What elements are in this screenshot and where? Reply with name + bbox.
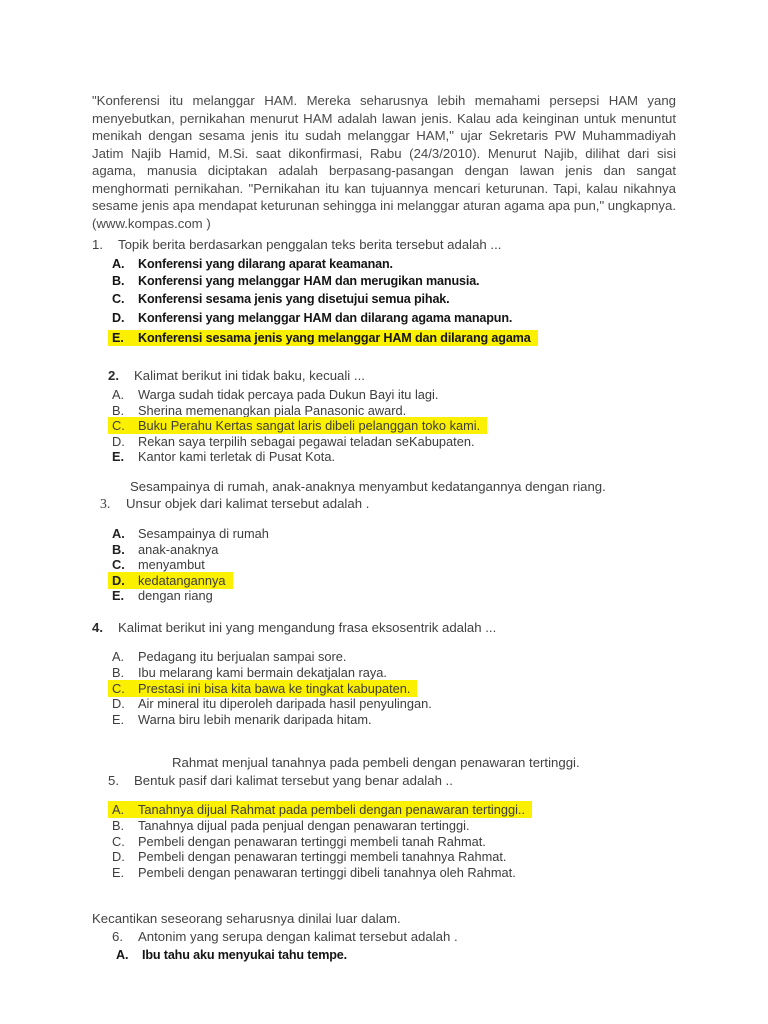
option-letter: E. [112, 864, 125, 880]
option-text: Prestasi ini bisa kita bawa ke tingkat kabupaten. [138, 680, 411, 696]
option-row [92, 818, 676, 834]
option-text: Sesampainya di rumah [138, 525, 269, 541]
option-row [92, 403, 676, 419]
option-letter: C. [112, 291, 125, 306]
option-row [92, 542, 676, 558]
option-text: Tanahnya dijual Rahmat pada pembeli dengan penawaran tertinggi.. [138, 802, 526, 818]
question-number: 4. [92, 619, 103, 635]
stimulus-text: Sesampainya di rumah, anak-anaknya menyambut kedatangannya dengan riang. [130, 478, 606, 494]
option-letter: D. [112, 849, 125, 865]
question-text: Bentuk pasif dari kalimat tersebut yang benar adalah .. [134, 772, 453, 788]
option-letter: A. [116, 948, 129, 963]
option-text: Konferensi sesama jenis yang disetujui semua pihak. [138, 291, 450, 306]
highlight-band [108, 330, 538, 346]
stimulus-text: Rahmat menjual tanahnya pada pembeli dengan penawaran tertinggi. [172, 755, 580, 771]
option-letter: D. [112, 696, 125, 712]
option-letter: A. [112, 525, 125, 541]
option-text: Warga sudah tidak percaya pada Dukun Bayi itu lagi. [138, 386, 439, 402]
option-text: Konferensi yang dilarang aparat keamanan. [138, 256, 393, 271]
question-text: Unsur objek dari kalimat tersebut adalah . [126, 496, 370, 512]
option-row [92, 802, 676, 818]
question-line [92, 772, 676, 790]
option-letter: D. [112, 572, 125, 588]
option-row [92, 712, 676, 728]
option-letter: A. [112, 256, 125, 271]
option-letter: B. [112, 274, 125, 289]
question-text: Kalimat berikut ini tidak baku, kecuali ... [134, 368, 365, 384]
option-row [92, 418, 676, 434]
option-text: Pembeli dengan penawaran tertinggi dibeli tanahnya oleh Rahmat. [138, 864, 516, 880]
question-line [92, 619, 676, 637]
option-letter: B. [112, 817, 125, 833]
option-row [92, 256, 676, 274]
question-text: Topik berita berdasarkan penggalan teks berita tersebut adalah ... [118, 237, 502, 252]
option-letter: C. [112, 833, 125, 849]
option-text: Kantor kami terletak di Pusat Kota. [138, 449, 336, 465]
option-letter: E. [112, 449, 125, 465]
option-row [92, 449, 676, 465]
option-text: Pembeli dengan penawaran tertinggi membeli tanah Rahmat. [138, 833, 486, 849]
highlight-band [108, 801, 532, 818]
question-1 [92, 236, 676, 347]
option-text: Konferensi yang melanggar HAM dan merugikan manusia. [138, 274, 480, 289]
option-row [92, 849, 676, 865]
option-text: Sherina memenangkan piala Panasonic award. [138, 402, 407, 418]
option-text: menyambut [138, 557, 205, 573]
option-letter: A. [112, 386, 125, 402]
option-letter: A. [112, 649, 125, 665]
option-row [92, 588, 676, 604]
question-line [92, 495, 676, 513]
question-3 [92, 478, 676, 604]
question-6 [92, 910, 676, 965]
option-text: Rekan saya terpilih sebagai pegawai teladan seKabupaten. [138, 433, 475, 449]
option-letter: A. [112, 802, 125, 818]
option-text: Pembeli dengan penawaran tertinggi membeli tanahnya Rahmat. [138, 849, 507, 865]
option-text: Konferensi yang melanggar HAM dan dilarang agama manapun. [138, 311, 513, 326]
question-5 [92, 754, 676, 880]
option-letter: D. [112, 311, 125, 326]
option-text: Konferensi sesama jenis yang melanggar HAM dan dilarang agama [138, 330, 531, 345]
question-number: 1. [92, 237, 103, 252]
option-row [92, 649, 676, 665]
option-letter: C. [112, 418, 125, 434]
option-letter: E. [112, 711, 125, 727]
option-text: Ibu tahu aku menyukai tahu tempe. [142, 948, 347, 963]
question-number: 3. [100, 496, 111, 512]
option-row [92, 696, 676, 712]
option-row [92, 557, 676, 573]
option-text: dengan riang [138, 588, 213, 604]
option-text: Air mineral itu diperoleh daripada hasil penyulingan. [138, 696, 432, 712]
option-row [92, 273, 676, 291]
stimulus-text: Kecantikan seseorang seharusnya dinilai luar dalam. [92, 911, 401, 927]
option-text: kedatangannya [138, 572, 226, 588]
option-row [92, 665, 676, 681]
option-row [92, 310, 676, 328]
option-text: Pedagang itu berjualan sampai sore. [138, 649, 347, 665]
question-text: Kalimat berikut ini yang mengandung frasa eksosentrik adalah ... [118, 619, 497, 635]
option-row [92, 526, 676, 542]
question-text: Antonim yang serupa dengan kalimat tersebut adalah . [138, 928, 458, 944]
question-4 [92, 619, 676, 727]
option-letter: C. [112, 557, 125, 573]
option-text: Tanahnya dijual pada penjual dengan penawaran tertinggi. [138, 817, 470, 833]
question-number: 6. [112, 928, 123, 944]
option-letter: B. [112, 541, 125, 557]
question-line [92, 236, 676, 254]
option-row [92, 387, 676, 403]
option-row [92, 434, 676, 450]
option-row [92, 865, 676, 881]
highlight-band [108, 417, 487, 434]
option-letter: B. [112, 402, 125, 418]
option-letter: D. [112, 433, 125, 449]
option-letter: B. [112, 665, 125, 680]
option-row [92, 573, 676, 589]
highlight-band [108, 680, 417, 697]
option-row [92, 834, 676, 850]
option-row [92, 291, 676, 309]
intro-paragraph: "Konferensi itu melanggar HAM. Mereka seharusnya lebih memahami persepsi HAM yang menyebutkan, pernikahan menurut HAM adalah lawan jenis. Kalau ada keinginan untuk menuntut menikah dengan sesama jenis itu sudah melanggar HAM," ujar Sekretaris PW Muhammadiyah Jatim Najib Hamid, M.Si. saat dikonfirmasi, Rabu (24/3/2010). Menurut Najib, dilihat dari sisi agama, manusia diciptakan adalah berpasang-pasangan dengan lawan jenis dan sangat menghormati pernikahan. "Pernikahan itu kan tujuannya mencari keturunan. Tapi, kalau nikahnya sesame jenis apa mendapat keturunan sehingga ini melanggar aturan agama apa pun," ungkapnya. (www.kompas.com ) [92, 93, 676, 231]
option-row [92, 947, 676, 965]
option-text: anak-anaknya [138, 541, 219, 557]
option-text: Ibu melarang kami bermain dekatjalan raya. [138, 665, 387, 680]
question-line [92, 928, 676, 946]
option-text: Warna biru lebih menarik daripada hitam. [138, 711, 372, 727]
option-letter: C. [112, 680, 125, 696]
option-letter: E. [112, 588, 125, 604]
question-line [92, 367, 676, 385]
question-number: 2. [108, 368, 119, 384]
option-row [92, 681, 676, 697]
question-2 [92, 367, 676, 464]
option-letter: E. [112, 330, 124, 345]
question-number: 5. [108, 772, 119, 788]
highlight-band [108, 572, 233, 589]
option-text: Buku Perahu Kertas sangat laris dibeli pelanggan toko kami. [138, 418, 481, 434]
option-row [92, 330, 676, 348]
